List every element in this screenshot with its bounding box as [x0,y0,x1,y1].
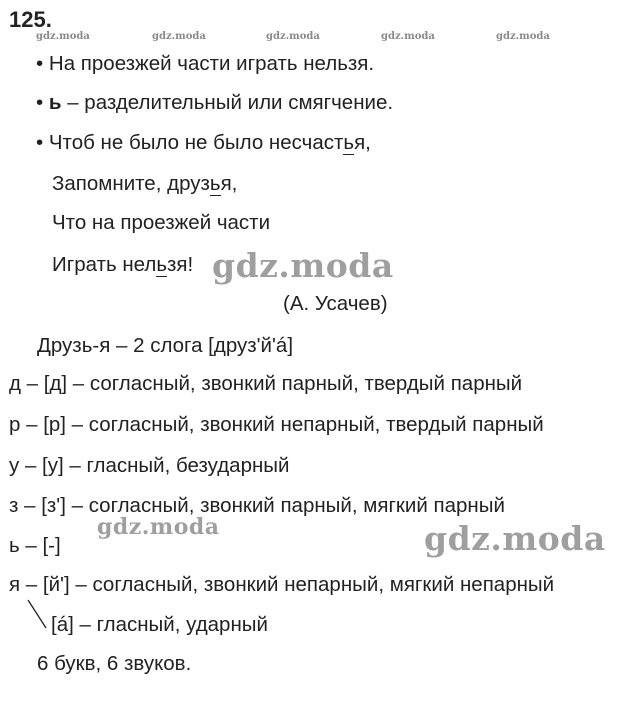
line-text: На проезжей части играть нельзя. [48,52,375,75]
bullet: • [36,91,44,114]
poem-line-6 [52,253,193,277]
bullet: • [36,131,44,154]
line-text: зя! [167,253,194,276]
line-text: Что на проезжей части [52,211,271,234]
sound-row: [á] – гласный, ударный [51,613,268,636]
watermark-small: gdz.moda [266,31,320,42]
underlined-soft-sign: ь [209,172,221,195]
watermark-small: gdz.moda [381,31,435,42]
line-text: я, [354,131,371,154]
underlined-soft-sign: ь [343,131,355,154]
watermark-large: gdz.moda [212,246,394,285]
bullet: • [36,52,44,75]
line-text: Запомните, друз [52,172,210,195]
poem-line-4 [52,172,237,196]
line-text: я, [220,172,238,195]
watermark-medium: gdz.moda [97,514,220,540]
sound-row: у – [у] – гласный, безударный [9,454,290,477]
summary: 6 букв, 6 звуков. [37,652,192,675]
watermark-small: gdz.moda [496,31,550,42]
line-text: Чтоб не было не было несчаст [48,131,344,154]
soft-sign: ь [48,91,62,114]
watermark-small: gdz.moda [36,31,90,42]
watermark-large: gdz.moda [424,519,606,558]
sound-row: я – [й'] – согласный, звонкий непарный, мягкий непарный [9,573,555,596]
poem-line-2 [36,91,393,115]
sound-row: р – [р] – согласный, звонкий непарный, твердый парный [9,413,544,436]
underlined-soft-sign: ь [156,253,168,276]
branch-line [26,598,50,632]
poem-line-5 [52,211,270,235]
poem-line-1 [36,52,374,76]
task-number: 125. [9,7,52,32]
line-text: – разделительный или смягчение. [61,91,394,114]
syllable-header: Друзь-я – 2 слога [друз'й'á] [37,334,294,357]
watermark-small: gdz.moda [152,31,206,42]
sound-row: ь – [-] [9,534,61,557]
poem-line-3 [36,131,371,155]
sound-row: з – [з'] – согласный, звонкий парный, мягкий парный [9,494,505,517]
poem-author: (А. Усачев) [283,292,388,315]
line-text: Играть нел [52,253,157,276]
sound-row: д – [д] – согласный, звонкий парный, твердый парный [9,372,523,395]
